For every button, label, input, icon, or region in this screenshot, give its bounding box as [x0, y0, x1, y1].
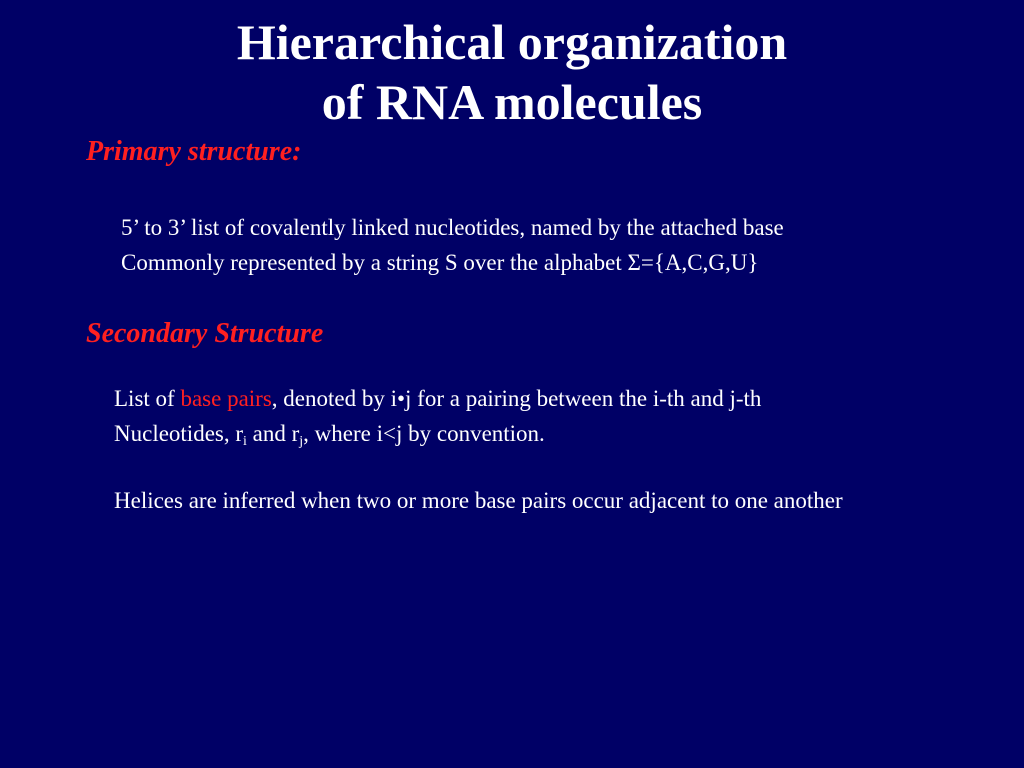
- primary-line-2: Commonly represented by a string S over the alphabet Σ={A,C,G,U}: [121, 250, 759, 275]
- title-line-1: Hierarchical organization: [236, 14, 788, 70]
- base-pairs-highlight: base pairs: [180, 386, 272, 411]
- helices-line: Helices are inferred when two or more base pairs occur adjacent to one another: [114, 488, 843, 513]
- primary-line-1: 5’ to 3’ list of covalently linked nucleotides, named by the attached base: [121, 215, 784, 240]
- subscript-j: j: [299, 434, 304, 449]
- secondary-structure-heading: Secondary Structure: [86, 318, 324, 349]
- slide-title: [0, 12, 1024, 132]
- secondary-line-1: [114, 384, 761, 414]
- subscript-i: i: [243, 434, 247, 449]
- secondary-line-1-after: , denoted by i•j for a pairing between the i-th and j-th: [271, 386, 762, 411]
- title-line-2: of RNA molecules: [321, 74, 703, 130]
- primary-structure-heading: Primary structure:: [86, 136, 302, 167]
- secondary-line-2-part-2: and r: [246, 421, 300, 446]
- secondary-line-1-before: List of: [114, 386, 181, 411]
- secondary-line-2: [114, 419, 545, 449]
- secondary-line-2-part-1: Nucleotides, r: [114, 421, 244, 446]
- secondary-line-2-part-3: , where i<j by convention.: [303, 421, 545, 446]
